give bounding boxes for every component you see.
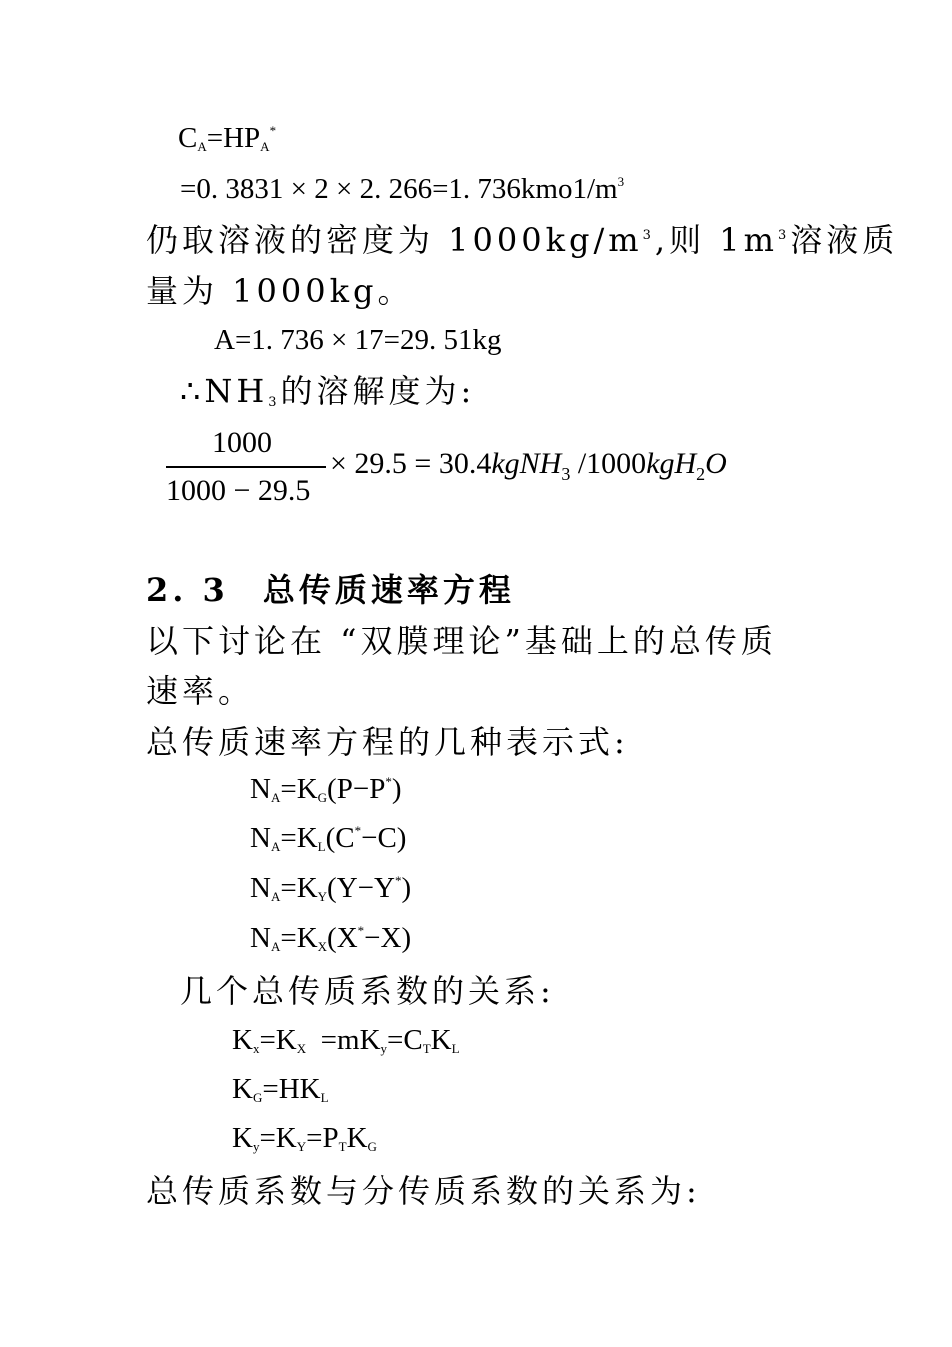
fraction-numerator: 1000 — [212, 426, 272, 459]
solubility-formula — [166, 424, 806, 514]
fraction-bar — [166, 466, 326, 468]
rate-equation-kg: $N_A=K_G(P-P^*)$ — [250, 773, 402, 805]
rate-equation-kl: $N_A=K_L(C^*-C)$ — [250, 822, 407, 854]
forms-title: 总传质速率方程的几种表示式: — [146, 723, 629, 761]
fraction — [166, 424, 326, 514]
section-heading: 2. 3 总传质速率方程 — [146, 571, 515, 609]
formula-result: × 29.5 = 30.4kgNH$_3$ /1000kgH$_2$O — [330, 447, 727, 484]
relation-kg: $K_G=HK_L$ — [232, 1073, 329, 1105]
rate-equation-ky: $N_A=K_Y(Y-Y^*)$ — [250, 872, 412, 904]
equation-a: A=1. 736 × 17=29. 51kg — [214, 324, 502, 356]
density-text: 仍取溶液的密度为 $1000kg/m^3$,则 $1m^3$溶液质 — [146, 221, 899, 259]
rate-equation-kx: $N_A=K_X(X^*-X)$ — [250, 922, 412, 954]
fraction-denominator: 1000 − 29.5 — [166, 474, 311, 507]
mass-text: 量为 1000kg。 — [146, 272, 414, 310]
relation-ky: $K_y=K_Y=P_TK_G$ — [232, 1122, 377, 1154]
intro-line-2: 速率。 — [146, 672, 255, 710]
relations-title: 几个总传质系数的关系: — [180, 972, 555, 1010]
relation-kx: $K_x=K_X =mK_y=C_TK_L$ — [232, 1024, 460, 1056]
equation-ca-value: =0. 3831 × 2 × 2. 266=1. $736kmo1/m^3$ — [180, 173, 625, 205]
solubility-text: $\therefore NH_3$的溶解度为: — [180, 372, 476, 410]
intro-line-1: 以下讨论在 “双膜理论”基础上的总传质 — [146, 622, 777, 660]
final-text: 总传质系数与分传质系数的关系为: — [146, 1172, 701, 1210]
equation-ca: $C_A=HP_A^*$ — [178, 122, 277, 154]
